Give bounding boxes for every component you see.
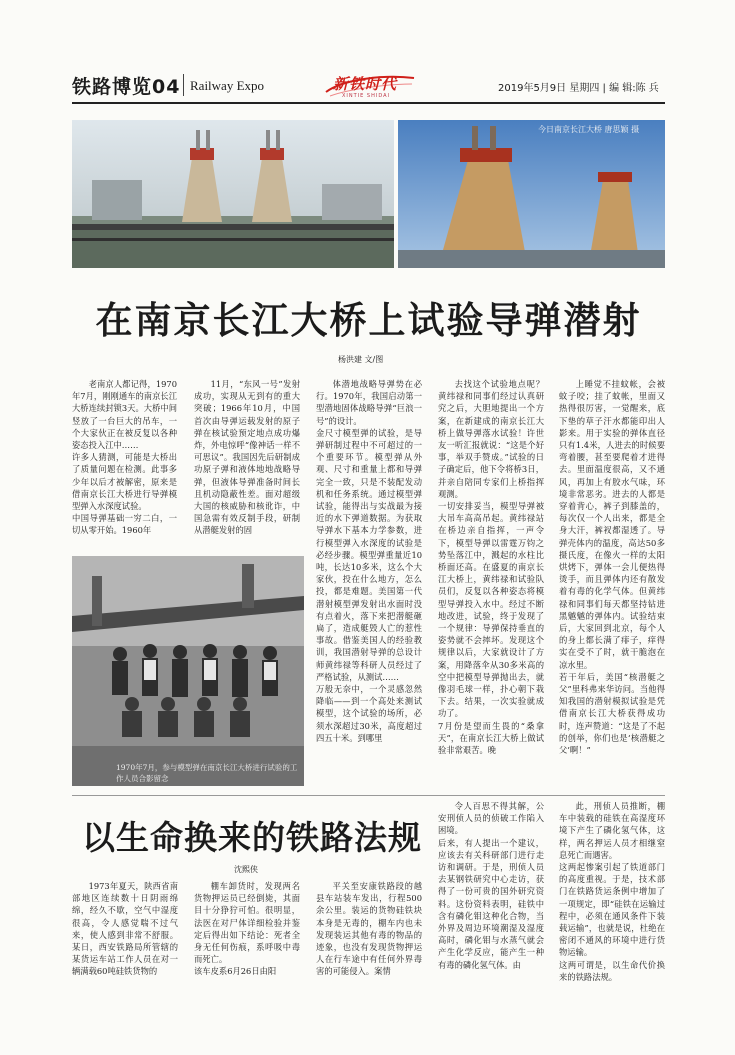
story2-headline: 以生命换来的铁路法规 — [82, 818, 422, 857]
story2-col4-text: 令人百思不得其解，公安刑侦人员的侦破工作陷入困境。 后来，有人提出一个建议，应该去有关科研部门进行走访和调研。于是，刑侦人员去某钢铁研究中心走访，获得了一份可贵的国外研究资料。这份资料表明，硅铁中含有磷化钼这种化合物，当外界及周边环境潮湿及湿度高时，磷化钼与水蒸气就会产生化学反应，能产生一种有毒的磷化氢气体。由 — [438, 801, 544, 970]
story1-column-1 — [72, 378, 177, 550]
story2-col2-text: 棚车卸货时，发现两名货物押运员已经倒毙，其面目十分狰狞可怕。很明显，法医在对尸体详细检验并鉴定后得出如下结论：死者全身无任何伤痕，系呼吸中毒而死亡。 该车皮系6月26日由阳 — [194, 881, 300, 977]
story2-byline: 沈熙侠 — [234, 865, 258, 874]
story2-column-2 — [194, 880, 300, 984]
story1-col4-text: 去找这个试验地点呢？黄纬禄和同事们经过认真研究之后，大胆地提出一个方案，在新建成的南京长江大桥上做导弹落水试验！许世友一听汇报就说：“这是个好事，举双手赞成。”试验的日子确定后，他下令将桥3日，并亲自陪同专家们上桥指挥观测。 一切安排妥当，模型导弹被大吊车高高吊起。黄纬禄站在桥边亲自指挥，一声令下，模型导弹以雷霆万钧之势坠落江中，溅起的水柱比桥面还高。在盛夏的南京长江大桥上，黄纬禄和试验队员们，反复以各种姿态将模型导弹投入水中。经过不断地改进，试验，终于发现了一个规律：导弹保持垂直的姿势就不会摔坏。发现这个规律以后，大家就设计了方案，用降落伞从30多米高的空中把模型导弹抛出去，就像羽毛球一样，扑心朝下栽下去。结果，一次实验就成功了。 7月份是望而生畏的“桑拿天”，在南京长江大桥上做试验非常艰苦。晚 — [438, 379, 544, 756]
story1-column-3 — [316, 378, 422, 788]
story1-col1-text: 老南京人都记得，1970年7月，刚刚通车的南京长江大桥连续封锁3天。大桥中间竖放了一台巨大的吊车，一个大家伙正在被反复以各种姿态投入江中…… 许多人猜测，可能是大桥出了质量问题在检测。此事多少年以后才被解密，原来是借南京长江大桥进行导弹模型弹入水深度试验。 中国导弹基础一穷二白，一切从零开始。1960年 — [72, 379, 177, 536]
story1-column-5 — [559, 378, 665, 788]
date-editor-line: 2019年5月9日 星期四 | 编 辑:陈 兵 — [498, 83, 659, 94]
masthead-rule — [72, 102, 665, 104]
story1-col3-text: 体潜地战略导弹势在必行。1970年，我国启动第一型潜地固体战略导弹“巨浪一号”的设计。 金尺寸模型弹的试验，是导弹研制过程中不可超过的一个重要环节。模型弹从外观、尺寸和重量上都和导弹完全一致，只是不装配发动机和任务系统。通过模型弹试验，能得出与实战最为接近的水下弹道数据。为获取导弹水下基本力学参数，进行模型弹入水深度的试验是必经步骤。模型弹重量近10吨，长达10多米，这么个大家伙，投在什么地方，怎么投，都是难题。美国第一代潜射模型弹发射出水面时没有点着火，落下来把潜艇砸扁了，造成艇毁人亡的惹性事故。借鉴美国人的经验教训，我国潜射导弹的总设计师黄纬禄等科研人员经过了严格试验，从测试…… 万般无奈中，一个灵感忽然降临——到一个高处来测试模型，这个试验的场所，必须水深超过30米，高度超过四五十米。到哪里 — [316, 379, 422, 743]
historical-photo-caption: 1970年7月，参与模型弹在南京长江大桥进行试验的工作人员合影留念 — [116, 763, 298, 783]
story2-column-1 — [72, 880, 178, 984]
top-photo-caption: 今日南京长江大桥 唐思颖 摄 — [538, 125, 640, 134]
story2-col1-text: 1973年夏天，陕西省南部地区连续数十日阴雨绵绵，经久不歇，空气中湿度很高，令人感觉喘不过气来，使人感到非常不舒服。某日，西安铁路局所管辖的某货运车站工作人员在对一辆满载60吨硅铁货物的 — [72, 881, 178, 977]
story1-byline: 杨洪建 文/图 — [338, 355, 384, 364]
bridge-towers-photo — [72, 120, 394, 268]
story1-column-4 — [438, 378, 544, 788]
story-divider — [72, 795, 665, 796]
story1-col2-text: 11月，“东风一号”发射成功，实现从无到有的重大突破；1966年10月，中国首次由导弹运载发射的原子弹在核试验预定地点成功爆炸，外电惊呼“像神话一样不可思议”。我国因先后研制成功原子弹和液体地地战略导弹，但液体导弹准备时间长且机动隐蔽性差。面对超级大国的核威胁和核讹诈，中国急需有效反制手段，研制从潜艇发射的固 — [194, 379, 300, 536]
story2-col3-text: 平关至安康铁路段的越县车站装车发出，行程500余公里。装运的货物硅铁块本身是无毒的，棚车内也未发现装运其他有毒的物品的迹象，也没有发现货物押运人在行车途中有任何外界毒害的可能侵入。案情 — [316, 881, 422, 977]
story2-column-5 — [559, 800, 665, 984]
story1-column-2 — [194, 378, 300, 550]
historical-group-photo — [72, 556, 304, 786]
section-english-title: Railway Expo — [190, 78, 265, 93]
logo-subtext: XINTIE SHIDAI — [342, 93, 390, 99]
logo-text: 新铁时代 — [333, 75, 398, 93]
story1-headline: 在南京长江大桥上试验导弹潜射 — [95, 298, 642, 342]
bridge-tower-closeup-photo — [398, 120, 665, 268]
section-title: 铁路博览04 — [72, 76, 181, 98]
masthead-divider — [183, 74, 184, 96]
story2-column-3 — [316, 880, 422, 984]
story2-column-4 — [438, 800, 544, 984]
story1-col5-text: 上睡觉不挂蚊帐，会被蚊子咬；挂了蚊帐，里面又热得很厉害，一觉醒来，底下垫的草子汗水都能印出人影来。用于实验的弹体直径只有1.4米，人进去的时候要弯着腰，甚至要爬着才进得去。里面温度很高，又不通风，再加上有胶水气味，环境非常恶劣。进去的人都是穿着背心，裤子到膝盖的，每次仅一个人出来，都是全身大汗，裤衩都湿透了。导弹壳体内的温度，高达50多摄氏度，在像火一样的太阳烘烤下，弹体一会儿便热得烫手，而且弹体内还有散发着有毒的化学气体。但黄纬禄和同事们每天都坚持钻进黑魆魆的弹体内。试验结束后，大家回到北京，每个人的身上都长满了痱子，痒得实在受不了时，就干脆泡在凉水里。 若干年后，美国“核潜艇之父”里科弗来华访问。当他得知我国的潜射模拟试验是凭借南京长江大桥获得成功时，连声赞道：“这是了不起的创举，你们也是‘核潜艇之父’啊！” — [559, 379, 665, 756]
story2-col5-text: 此，刑侦人员推断，棚车中装载的硅铁在高湿度环境下产生了磷化氢气体，这样，两名押运人员才相继窒息死亡而遇害。 这两起惨案引起了铁道部门的高度重视。于是，技术部门在铁路货运条例中增加了一项规定，即“硅铁在运输过程中，必须在通风条件下装载运输”，也就是说，杜绝在密闭不通风的环境中进行货物运输。 这两可谓是，以生命代价换来的铁路法规。 — [559, 801, 665, 982]
